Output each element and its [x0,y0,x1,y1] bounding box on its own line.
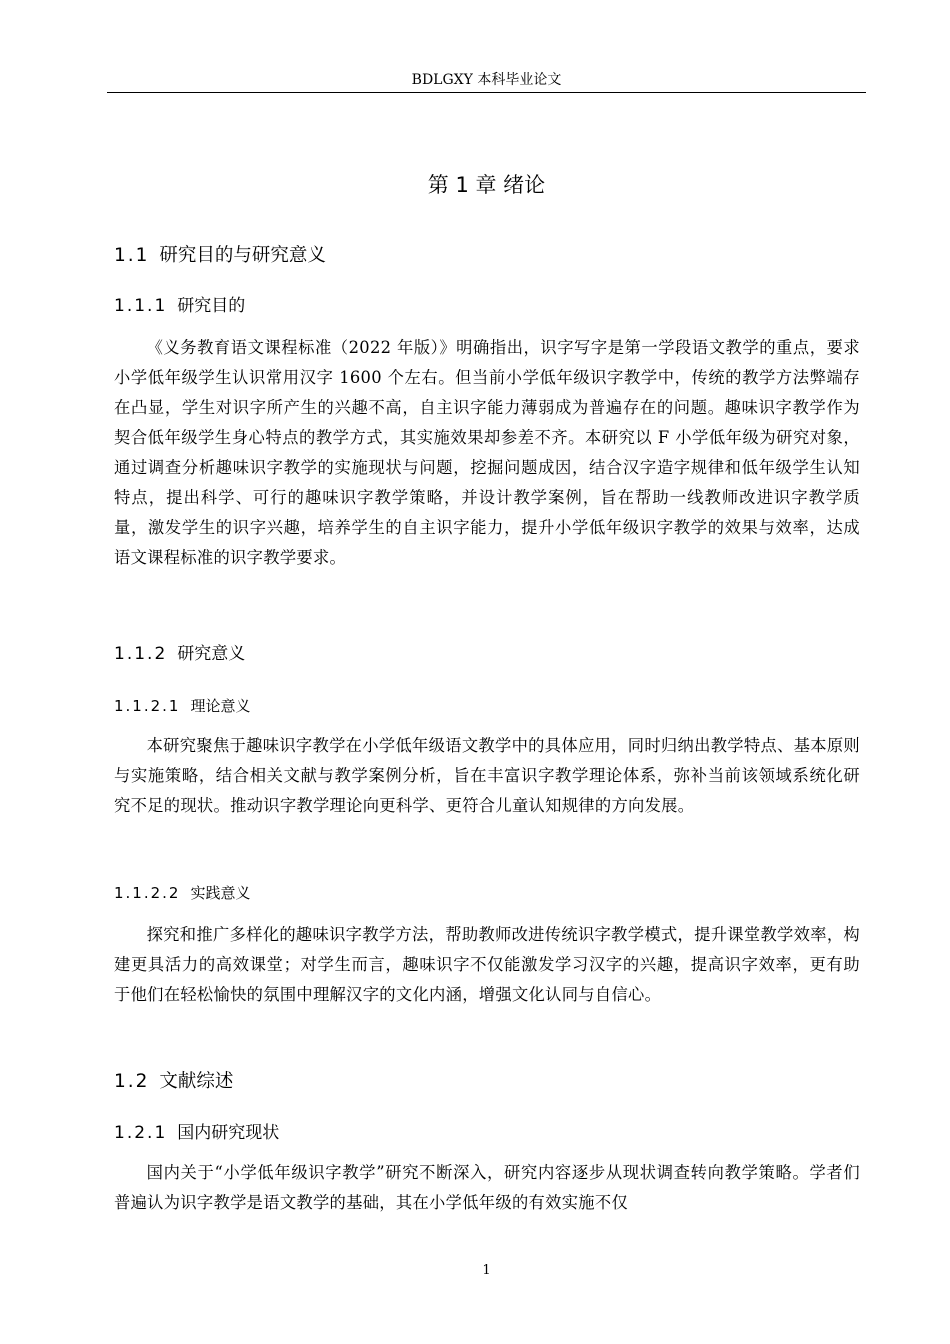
section-heading-1-2 [114,1068,233,1096]
section-heading-1-1-1 [114,293,245,319]
section-number: 1.2 [114,1071,150,1092]
section-number: 1.1.1 [114,296,168,316]
section-number: 1.2.1 [114,1123,168,1143]
section-heading-1-2-1 [114,1120,279,1146]
section-title: 国内研究现状 [177,1123,280,1143]
section-title: 研究意义 [177,644,246,664]
running-header: BDLGXY 本科毕业论文 [411,72,562,88]
section-number: 1.1.2.1 [114,697,181,715]
section-heading-1-1-2-2 [114,881,251,905]
section-heading-1-1-2 [114,641,245,667]
section-title: 研究目的与研究意义 [159,245,326,266]
section-title: 研究目的 [177,296,246,316]
paragraph-domestic-research: 国内关于“小学低年级识字教学”研究不断深入，研究内容逐步从现状调查转向教学策略。学者们普遍认为识字教学是语文教学的基础，其在小学低年级的有效实施不仅 [114,1163,860,1212]
paragraph-research-purpose: 《义务教育语文课程标准（2022 年版）》明确指出，识字写字是第一学段语文教学的重点，要求小学低年级学生认识常用汉字 1600 个左右。但当前小学低年级识字教学中，传统的教学方法弊端存在凸显，学生对识字所产生的兴趣不高，自主识字能力薄弱成为普遍存在的问题。趣味识字教学作为契合低年级学生身心特点的教学方式，其实施效果却参差不齐。本研究以 F 小学低年级为研究对象，通过调查分析趣味识字教学的实施现状与问题，挖掘问题成因，结合汉字造字规律和低年级学生认知特点，提出科学、可行的趣味识字教学策略，并设计教学案例，旨在帮助一线教师改进识字教学质量，激发学生的识字兴趣，培养学生的自主识字能力，提升小学低年级识字教学的效果与效率，达成语文课程标准的识字教学要求。 [114,338,860,567]
section-title: 理论意义 [190,697,251,715]
section-heading-1-1-2-1 [114,694,251,718]
chapter-title: 第 1 章 绪论 [427,173,546,197]
section-title: 实践意义 [190,884,251,902]
header-divider [107,92,866,93]
paragraph-practical-significance: 探究和推广多样化的趣味识字教学方法，帮助教师改进传统识字教学模式，提升课堂教学效率，构建更具活力的高效课堂；对学生而言，趣味识字不仅能激发学习汉字的兴趣，提高识字效率，更有助于他们在轻松愉快的氛围中理解汉字的文化内涵，增强文化认同与自信心。 [114,925,860,1004]
section-number: 1.1.2 [114,644,168,664]
section-title: 文献综述 [159,1071,234,1092]
section-number: 1.1.2.2 [114,884,181,902]
section-heading-1-1 [114,242,326,270]
paragraph-theoretical-significance: 本研究聚焦于趣味识字教学在小学低年级语文教学中的具体应用，同时归纳出教学特点、基本原则与实施策略，结合相关文献与教学案例分析，旨在丰富识字教学理论体系，弥补当前该领域系统化研究不足的现状。推动识字教学理论向更科学、更符合儿童认知规律的方向发展。 [114,736,860,815]
page-number: 1 [482,1263,491,1278]
section-number: 1.1 [114,245,150,266]
